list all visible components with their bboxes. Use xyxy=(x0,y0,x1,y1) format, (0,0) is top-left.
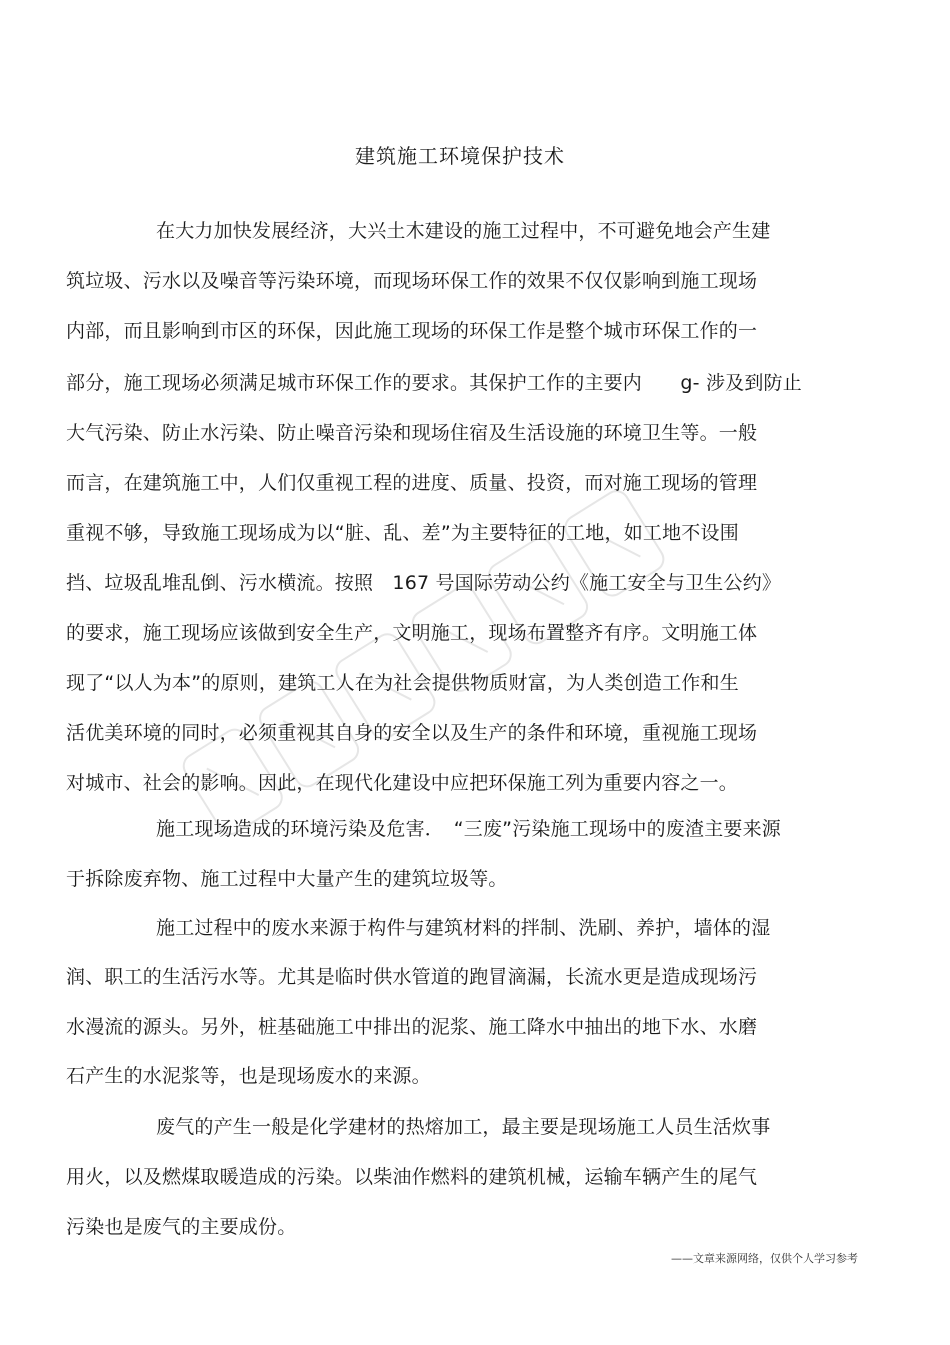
text-line: 部分，施工现场必须满足城市环保工作的要求。其保护工作的主要内 g- 涉及到防止 xyxy=(66,372,802,394)
text-line: 污染也是废气的主要成份。 xyxy=(66,1216,297,1238)
text-line: 废气的产生一般是化学建材的热熔加工，最主要是现场施工人员生活炊事 xyxy=(156,1116,771,1138)
text-line: 活优美环境的同时，必须重视其自身的安全以及生产的条件和环境，重视施工现场 xyxy=(66,722,758,744)
text-line: 用火，以及燃煤取暖造成的污染。以柴油作燃料的建筑机械，运输车辆产生的尾气 xyxy=(66,1166,758,1188)
text-line: 而言，在建筑施工中，人们仅重视工程的进度、质量、投资，而对施工现场的管理 xyxy=(66,472,758,494)
text-line: 重视不够，导致施工现场成为以“脏、乱、差”为主要特征的工地，如工地不设围 xyxy=(66,522,739,544)
text-line: 在大力加快发展经济，大兴土木建设的施工过程中，不可避免地会产生建 xyxy=(156,220,771,242)
text-line: 内部，而且影响到市区的环保，因此施工现场的环保工作是整个城市环保工作的一 xyxy=(66,320,758,342)
text-line: 筑垃圾、污水以及噪音等污染环境，而现场环保工作的效果不仅仅影响到施工现场 xyxy=(66,270,758,292)
text-line: 对城市、社会的影响。因此，在现代化建设中应把环保施工列为重要内容之一。 xyxy=(66,772,739,794)
text-line: 施工现场造成的环境污染及危害． “三废”污染施工现场中的废渣主要来源 xyxy=(156,818,781,840)
text-line: 石产生的水泥浆等，也是现场废水的来源。 xyxy=(66,1065,431,1087)
text-line: 润、职工的生活污水等。尤其是临时供水管道的跑冒滴漏，长流水更是造成现场污 xyxy=(66,966,758,988)
text-line: 水漫流的源头。另外，桩基础施工中排出的泥浆、施工降水中抽出的地下水、水磨 xyxy=(66,1016,758,1038)
text-line: 于拆除废弃物、施工过程中大量产生的建筑垃圾等。 xyxy=(66,868,508,890)
text-line: 挡、垃圾乱堆乱倒、污水横流。按照 167 号国际劳动公约《施工安全与卫生公约》 xyxy=(66,572,782,594)
text-line: 现了“以人为本”的原则，建筑工人在为社会提供物质财富，为人类创造工作和生 xyxy=(66,672,739,694)
text-line: 施工过程中的废水来源于构件与建筑材料的拌制、洗刷、养护，墙体的湿 xyxy=(156,917,771,939)
source-footer: ——文章来源网络，仅供个人学习参考 xyxy=(671,1252,858,1265)
document-title: 建筑施工环境保护技术 xyxy=(355,144,565,168)
text-line: 大气污染、防止水污染、防止噪音污染和现场住宿及生活设施的环境卫生等。一般 xyxy=(66,422,758,444)
text-line: 的要求，施工现场应该做到安全生产，文明施工，现场布置整齐有序。文明施工体 xyxy=(66,622,758,644)
